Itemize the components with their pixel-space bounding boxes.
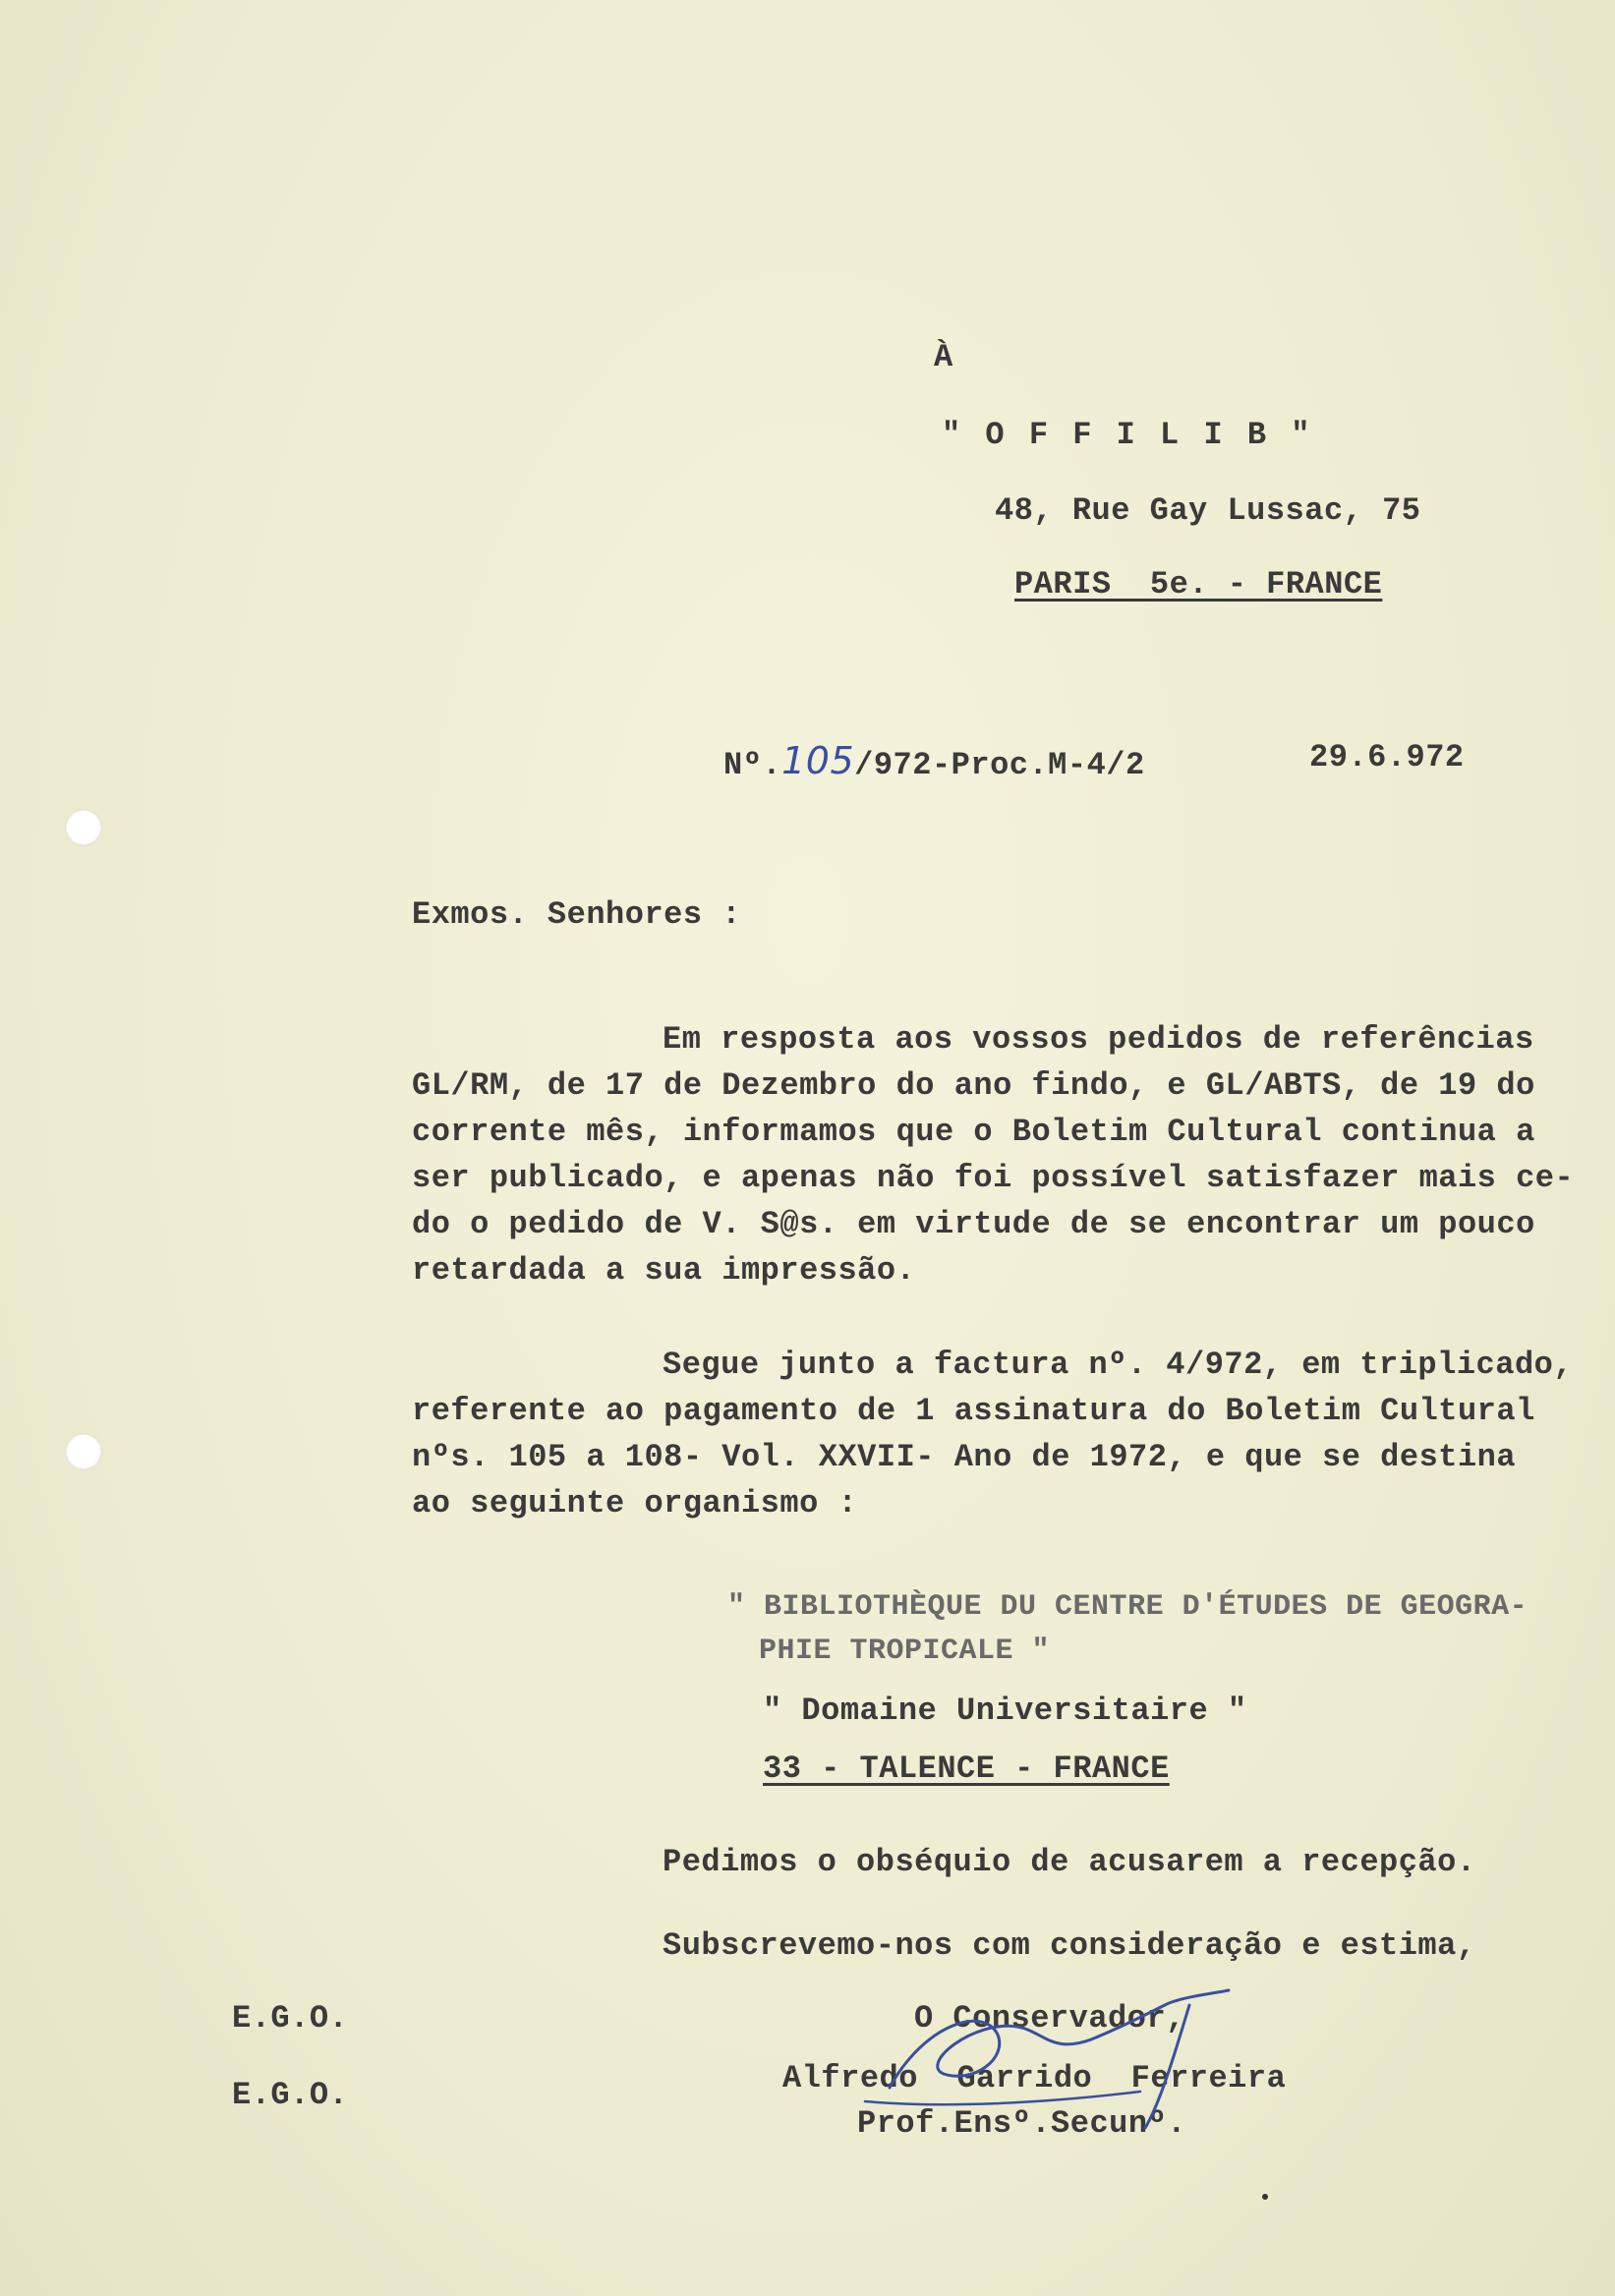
signature-name: Alfredo Garrido Ferreira xyxy=(782,2060,1287,2096)
punch-hole-top xyxy=(65,809,102,846)
paragraph-1-line: corrente mês, informamos que o Boletim Cultural continua a xyxy=(412,1114,1535,1150)
initials-2: E.G.O. xyxy=(232,2077,349,2113)
paragraph-1-line: Em resposta aos vossos pedidos de referências xyxy=(663,1021,1534,1058)
paragraph-1-line: ser publicado, e apenas não foi possível satisfazer mais ce- xyxy=(412,1160,1575,1196)
paragraph-1-line: do o pedido de V. S@s. em virtude de se encontrar um pouco xyxy=(412,1206,1535,1242)
organism-line-3: " Domaine Universitaire " xyxy=(763,1693,1247,1729)
reference-number xyxy=(723,739,1145,783)
closing-line-2: Subscrevemo-nos com consideração e estima, xyxy=(663,1927,1476,1964)
recipient-prefix: À xyxy=(934,339,953,375)
paragraph-2-line: nºs. 105 a 108- Vol. XXVII- Ano de 1972, e que se destina xyxy=(412,1439,1517,1475)
signature-position: Prof.Ensº.Secunº. xyxy=(857,2105,1186,2142)
paragraph-1-line: GL/RM, de 17 de Dezembro do ano findo, e GL/ABTS, de 19 do xyxy=(412,1067,1535,1104)
salutation: Exmos. Senhores : xyxy=(412,896,741,933)
paragraph-1-line: retardada a sua impressão. xyxy=(412,1252,916,1289)
closing-line-1: Pedimos o obséquio de acusarem a recepção. xyxy=(663,1844,1476,1880)
reference-suffix: /972-Proc.M-4/2 xyxy=(854,747,1145,783)
punch-hole-bottom xyxy=(65,1433,102,1470)
recipient-city: PARIS 5e. - FRANCE xyxy=(1014,566,1383,603)
paragraph-2-line: ao seguinte organismo : xyxy=(412,1485,858,1521)
paragraph-2-line: Segue junto a factura nº. 4/972, em triplicado, xyxy=(663,1347,1574,1383)
letter-date: 29.6.972 xyxy=(1309,739,1465,775)
handwritten-number: 105 xyxy=(781,739,855,782)
signature-title: O Conservador, xyxy=(914,2000,1185,2037)
organism-line-4: 33 - TALENCE - FRANCE xyxy=(763,1751,1170,1787)
paragraph-2-line: referente ao pagamento de 1 assinatura do Boletim Cultural xyxy=(412,1393,1535,1429)
organism-line-2: PHIE TROPICALE " xyxy=(759,1635,1051,1668)
recipient-name: " O F F I L I B " xyxy=(942,417,1313,453)
ink-dot xyxy=(1262,2194,1268,2200)
reference-prefix: Nº. xyxy=(723,747,782,783)
initials-1: E.G.O. xyxy=(232,2000,349,2037)
recipient-street: 48, Rue Gay Lussac, 75 xyxy=(995,492,1421,529)
organism-line-1: " BIBLIOTHÈQUE DU CENTRE D'ÉTUDES DE GEOGRA- xyxy=(727,1590,1528,1624)
